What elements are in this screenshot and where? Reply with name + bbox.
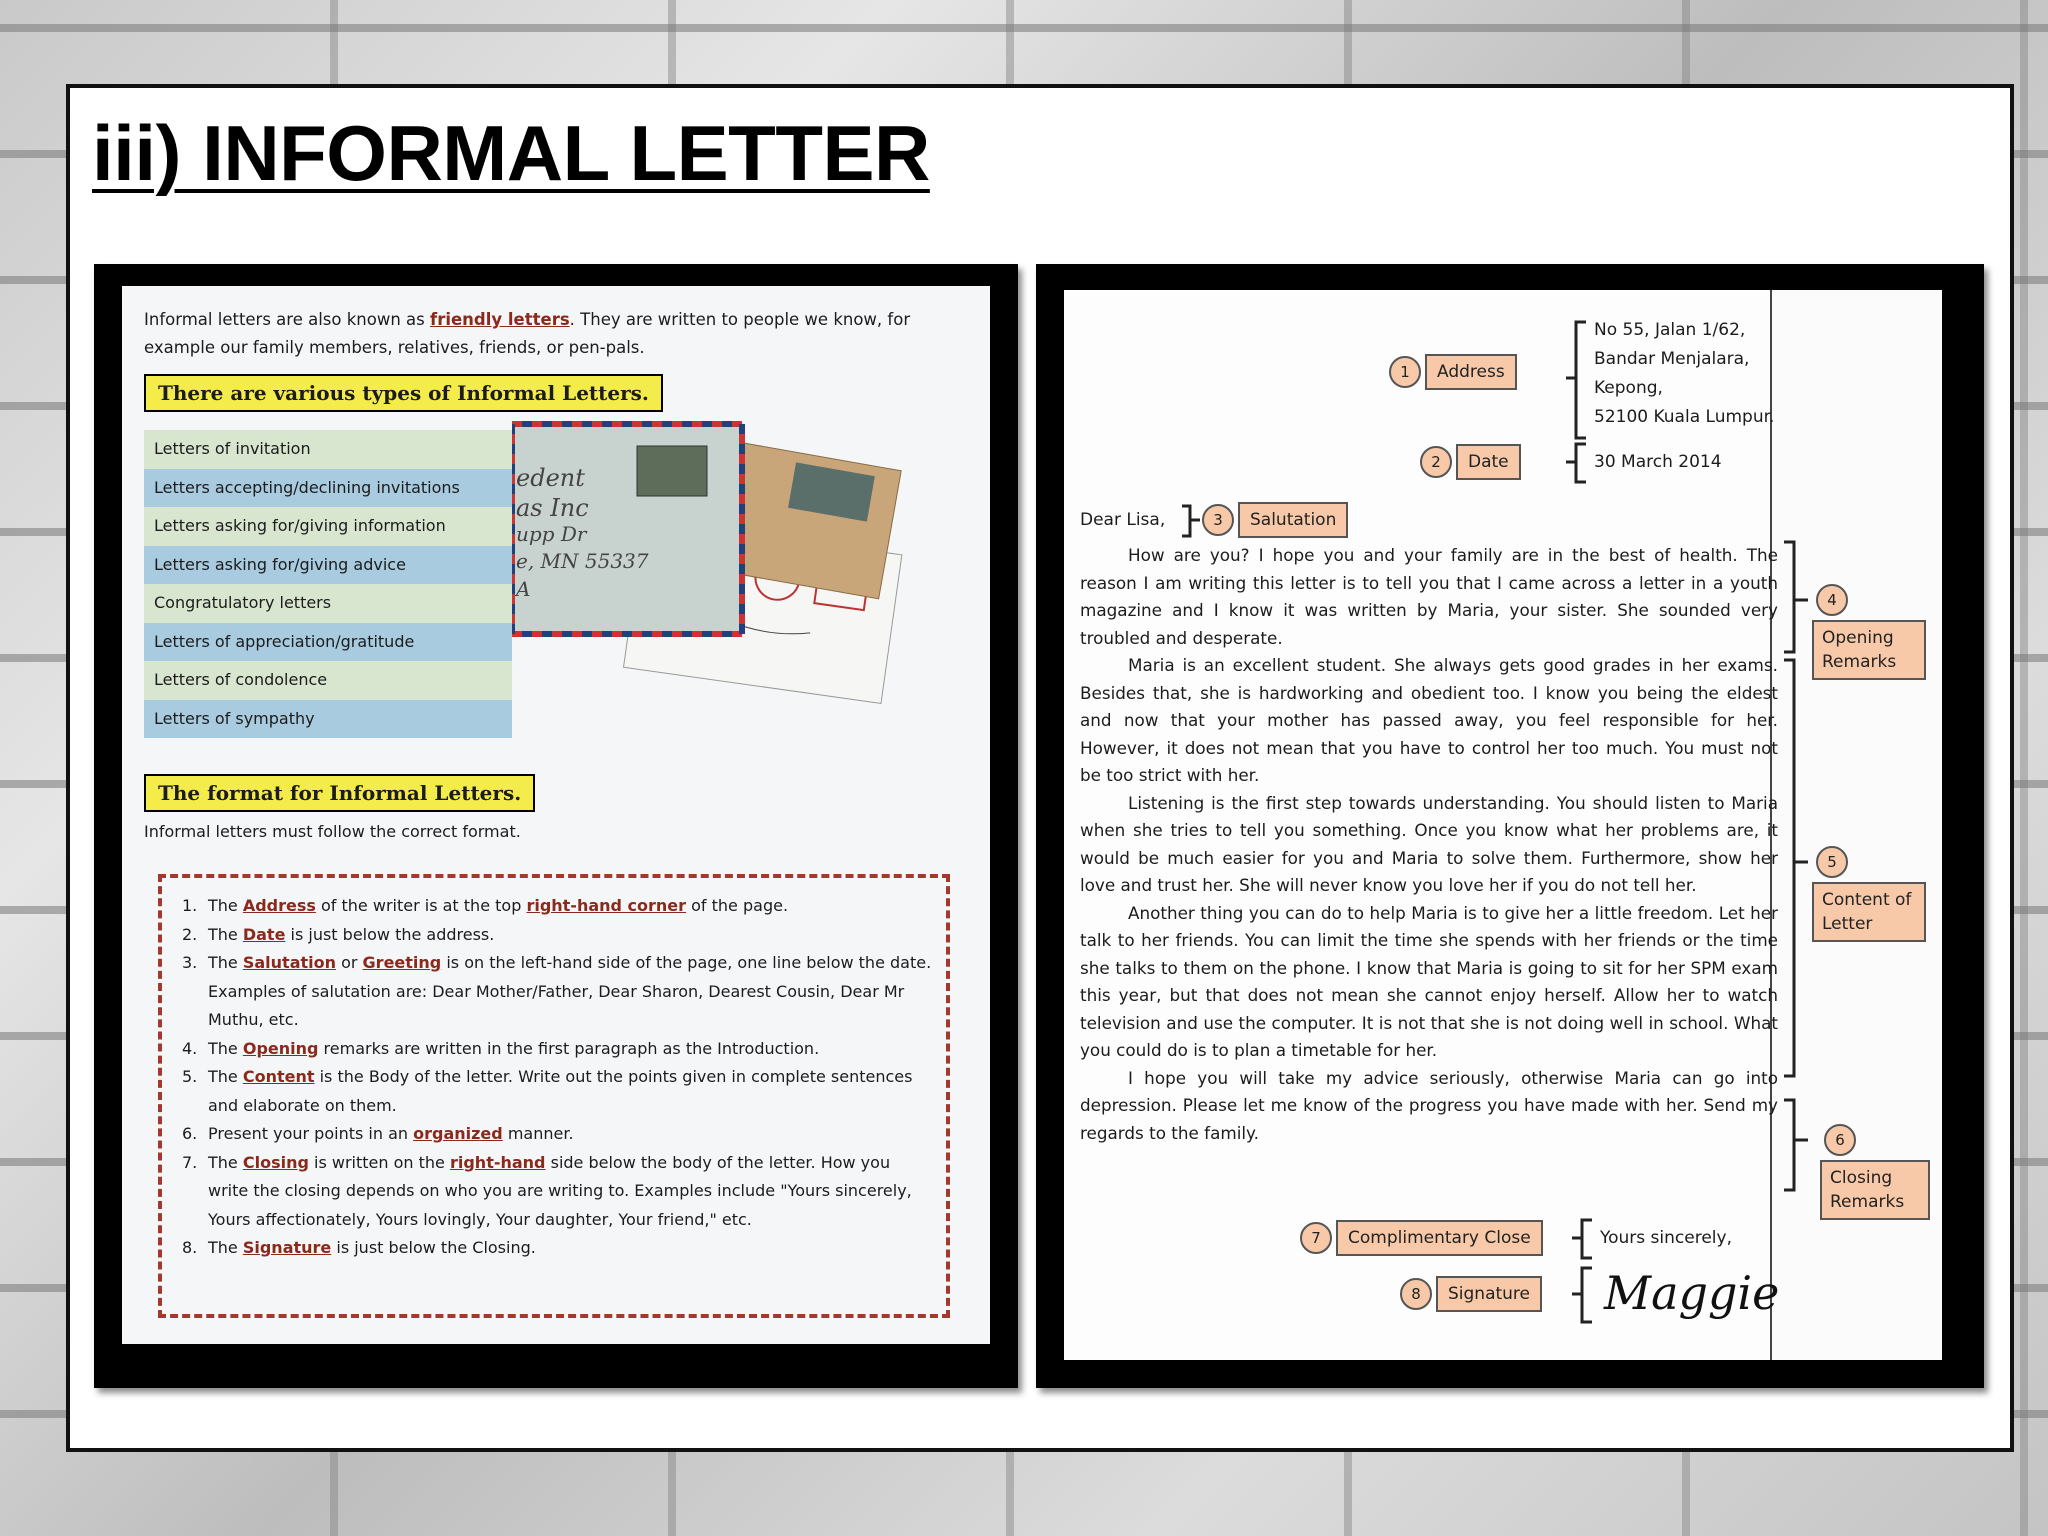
label-text: Date: [1456, 444, 1521, 480]
type-item: Letters asking for/giving advice: [144, 546, 512, 585]
signature-bracket: [1570, 1266, 1600, 1326]
envelope-text: as Inc: [516, 494, 589, 522]
format-item: 7. The Closing is written on the right-hand side below the body of the letter. How you write the closing depends on who you are writing to. Examples include "Yours sincerely, Yours affectionately, Yours lovingly, Your daughter, Your friend," etc.: [182, 1152, 912, 1229]
paragraph-content: Another thing you can do to help Maria is to give her a little freedom. Let her talk to her friends. You can limit the time she spends with her friends or the time she talks to them on the phone. I know that Maria is going to sit for her SPM exam this year, but that does not mean she cannot enjoy herself. Allow her to watch television and use the computer. It is not that she is not doing well in school. What you could do is to plan a timetable for her.: [1080, 902, 1778, 1060]
format-note: Informal letters must follow the correct format.: [144, 822, 521, 841]
type-item: Letters asking for/giving information: [144, 507, 512, 546]
envelope-text: edent: [516, 464, 585, 492]
label-opening-remarks: Opening Remarks: [1812, 620, 1926, 680]
label-address: [1389, 354, 1517, 390]
format-item: 6. Present your points in an organized manner.: [182, 1124, 574, 1143]
salutation-bracket: [1180, 504, 1202, 540]
right-page: [1064, 290, 1942, 1360]
label-text: Address: [1425, 354, 1517, 390]
format-item: 5. The Content is the Body of the letter. Write out the points given in complete sentences and elaborate on them.: [182, 1067, 913, 1115]
label-number: 8: [1400, 1278, 1432, 1310]
intro-paragraph: [144, 306, 974, 362]
label-number: 6: [1824, 1124, 1856, 1156]
date-text: 30 March 2014: [1594, 452, 1722, 472]
paragraph-content: Maria is an excellent student. She always gets good grades in her exams. Besides that, she is hardworking and obedient too. I know you being the eldest and now that your mother has passed away, you feel responsible for her. However, it does not mean that you have to control her too much. You must not be too strict with her.: [1080, 655, 1778, 785]
paragraph-content: Listening is the first step towards understanding. You should listen to Maria when she tries to tell you something. Once you know what her problems are, it would be much easier for you and Maria to solve them. Furthermore, show her love and trust her. She will never know you love her if you do not tell her.: [1080, 792, 1778, 895]
label-text: Complimentary Close: [1336, 1220, 1543, 1256]
intro-text-end: . They are written to people we know, for example our family members, relatives, friends, or pen-pals.: [144, 310, 911, 357]
label-number: 4: [1816, 584, 1848, 616]
envelope-text: e, MN 55337: [516, 549, 649, 573]
type-item: Letters of condolence: [144, 661, 512, 700]
address-line: 52100 Kuala Lumpur.: [1594, 407, 1775, 427]
format-item: 3. The Salutation or Greeting is on the left-hand side of the page, one line below the date.: [182, 953, 932, 972]
type-item: Letters of invitation: [144, 430, 512, 469]
label-number: 1: [1389, 356, 1421, 388]
paragraph-closing: I hope you will take my advice seriously, otherwise Maria can go into depression. Please let me know of the progress you have made with her. Send my regards to the family.: [1080, 1067, 1778, 1143]
label-date: [1420, 444, 1521, 480]
type-item: Letters of appreciation/gratitude: [144, 623, 512, 662]
envelope-text: upp Dr: [516, 522, 587, 546]
format-item-note: Examples of salutation are: Dear Mother/Father, Dear Sharon, Dearest Cousin, Dear Mr Muthu, etc.: [208, 981, 905, 1029]
envelope-text: A: [516, 577, 531, 601]
left-panel: [94, 264, 1018, 1388]
close-bracket: [1570, 1218, 1600, 1262]
label-number: 7: [1300, 1222, 1332, 1254]
label-number: 5: [1816, 846, 1848, 878]
format-item: 2. The Date is just below the address.: [182, 924, 495, 944]
types-list: [144, 430, 512, 738]
envelopes-illustration: [512, 416, 922, 716]
address-line: Kepong,: [1594, 378, 1663, 398]
label-text: Signature: [1436, 1276, 1542, 1312]
format-item: 4. The Opening remarks are written in the first paragraph as the Introduction.: [182, 1038, 820, 1058]
slide: [66, 84, 2014, 1452]
format-item: 8. The Signature is just below the Closing.: [182, 1238, 536, 1257]
label-salutation: [1202, 502, 1348, 538]
type-item: Letters accepting/declining invitations: [144, 469, 512, 508]
friendly-letters-term: friendly letters: [430, 310, 570, 329]
slide-title: iii) INFORMAL LETTER: [92, 109, 930, 197]
closing-text: Yours sincerely,: [1600, 1228, 1732, 1248]
intro-text: Informal letters are also known as: [144, 310, 431, 329]
paragraph-opening: How are you? I hope you and your family are in the best of health. The reason I am writing this letter is to tell you that I came across a letter in a youth magazine and I know it was written by Maria, your sister. She sounded very troubled and desperate.: [1080, 545, 1778, 648]
signature: Maggie: [1604, 1266, 1780, 1320]
types-heading: There are various types of Informal Letters.: [144, 374, 663, 412]
format-box: [158, 874, 950, 1318]
date-bracket: [1564, 442, 1594, 486]
label-complimentary-close: [1300, 1220, 1543, 1256]
format-item: 1. The Address of the writer is at the top right-hand corner of the page.: [182, 896, 789, 915]
right-panel: [1036, 264, 1984, 1388]
left-page: [122, 286, 990, 1344]
format-list: [182, 892, 932, 1263]
letter-body: [1080, 542, 1778, 1147]
label-text: Salutation: [1238, 502, 1348, 538]
type-item: Congratulatory letters: [144, 584, 512, 623]
salutation-text: Dear Lisa,: [1080, 510, 1166, 530]
label-closing-remarks: Closing Remarks: [1820, 1160, 1930, 1220]
type-item: Letters of sympathy: [144, 700, 512, 739]
format-heading: The format for Informal Letters.: [144, 774, 535, 812]
label-signature: [1400, 1276, 1542, 1312]
address-line: Bandar Menjalara,: [1594, 349, 1750, 369]
address-line: No 55, Jalan 1/62,: [1594, 320, 1746, 340]
address-bracket: [1564, 320, 1594, 440]
label-number: 2: [1420, 446, 1452, 478]
label-content-of-letter: Content of Letter: [1812, 882, 1926, 942]
label-number: 3: [1202, 504, 1234, 536]
